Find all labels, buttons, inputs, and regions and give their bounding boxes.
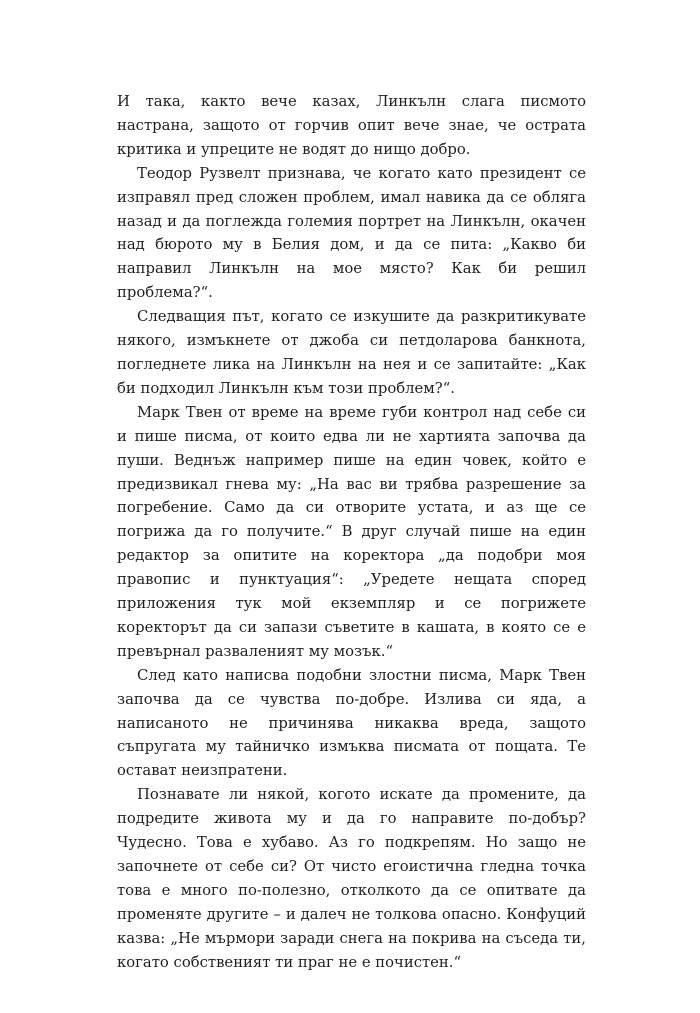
paragraph-mark-twain-unsent: След като написва подобни злостни писма, Марк Твен започва да се чувства по-добре. Излива си яда, а написаното не причинява никаква вреда, защото съпругата му тайничко измъква писмата от пощата. Те остават неизпратени. — [117, 666, 586, 780]
page-body — [117, 90, 586, 975]
paragraph-start-with-yourself: Познавате ли някой, когото искате да промените, да подредите живота му и да го направите по-добър? Чудесно. Това е хубаво. Аз го подкрепям. Но защо не започнете от себе си? От чисто егоистична гледна точка това е много по-полезно, отколкото да се опитвате да променяте другите – и далеч не толкова опасно. Конфуций казва: „Не мърмори заради снега на покрива на съседа ти, когато собственият ти праг не е почистен.“ — [117, 786, 586, 971]
paragraph-roosevelt: Теодор Рузвелт признава, че когато като президент се изправял пред сложен проблем, имал навика да се обляга назад и да поглежда големия портрет на Линкълн, окачен над бюрото му в Белия дом, и да се пита: „Какво би направил Линкълн на мое място? Как би решил проблема?“. — [117, 164, 586, 302]
paragraph-five-dollar-bill: Следващия път, когато се изкушите да разкритикувате някого, измъкнете от джоба си петдоларова банкнота, погледнете лика на Линкълн на нея и се запитайте: „Как би подходил Линкълн към този проблем?“. — [117, 308, 586, 397]
paragraph-mark-twain-letters: Марк Твен от време на време губи контрол над себе си и пише писма, от които едва ли не хартията започва да пуши. Веднъж например пише на един човек, който е предизвикал гнева му: „На вас ви трябва разрешение за погребение. Само да си отворите устата, и аз ще се погрижа да го получите.“ В друг случай пише на един редактор за опитите на коректора „да подобри моя правопис и пунктуация“: „Уредете нещата според приложения тук мой екземпляр и се погрижете коректорът да си запази съветите в кашата, в която се е превърнал разваленият му мозък.“ — [117, 403, 586, 660]
paragraph-lincoln-letter: И така, както вече казах, Линкълн слага писмото настрана, защото от горчив опит вече знае, че острата критика и упреците не водят до нищо добро. — [117, 93, 586, 158]
